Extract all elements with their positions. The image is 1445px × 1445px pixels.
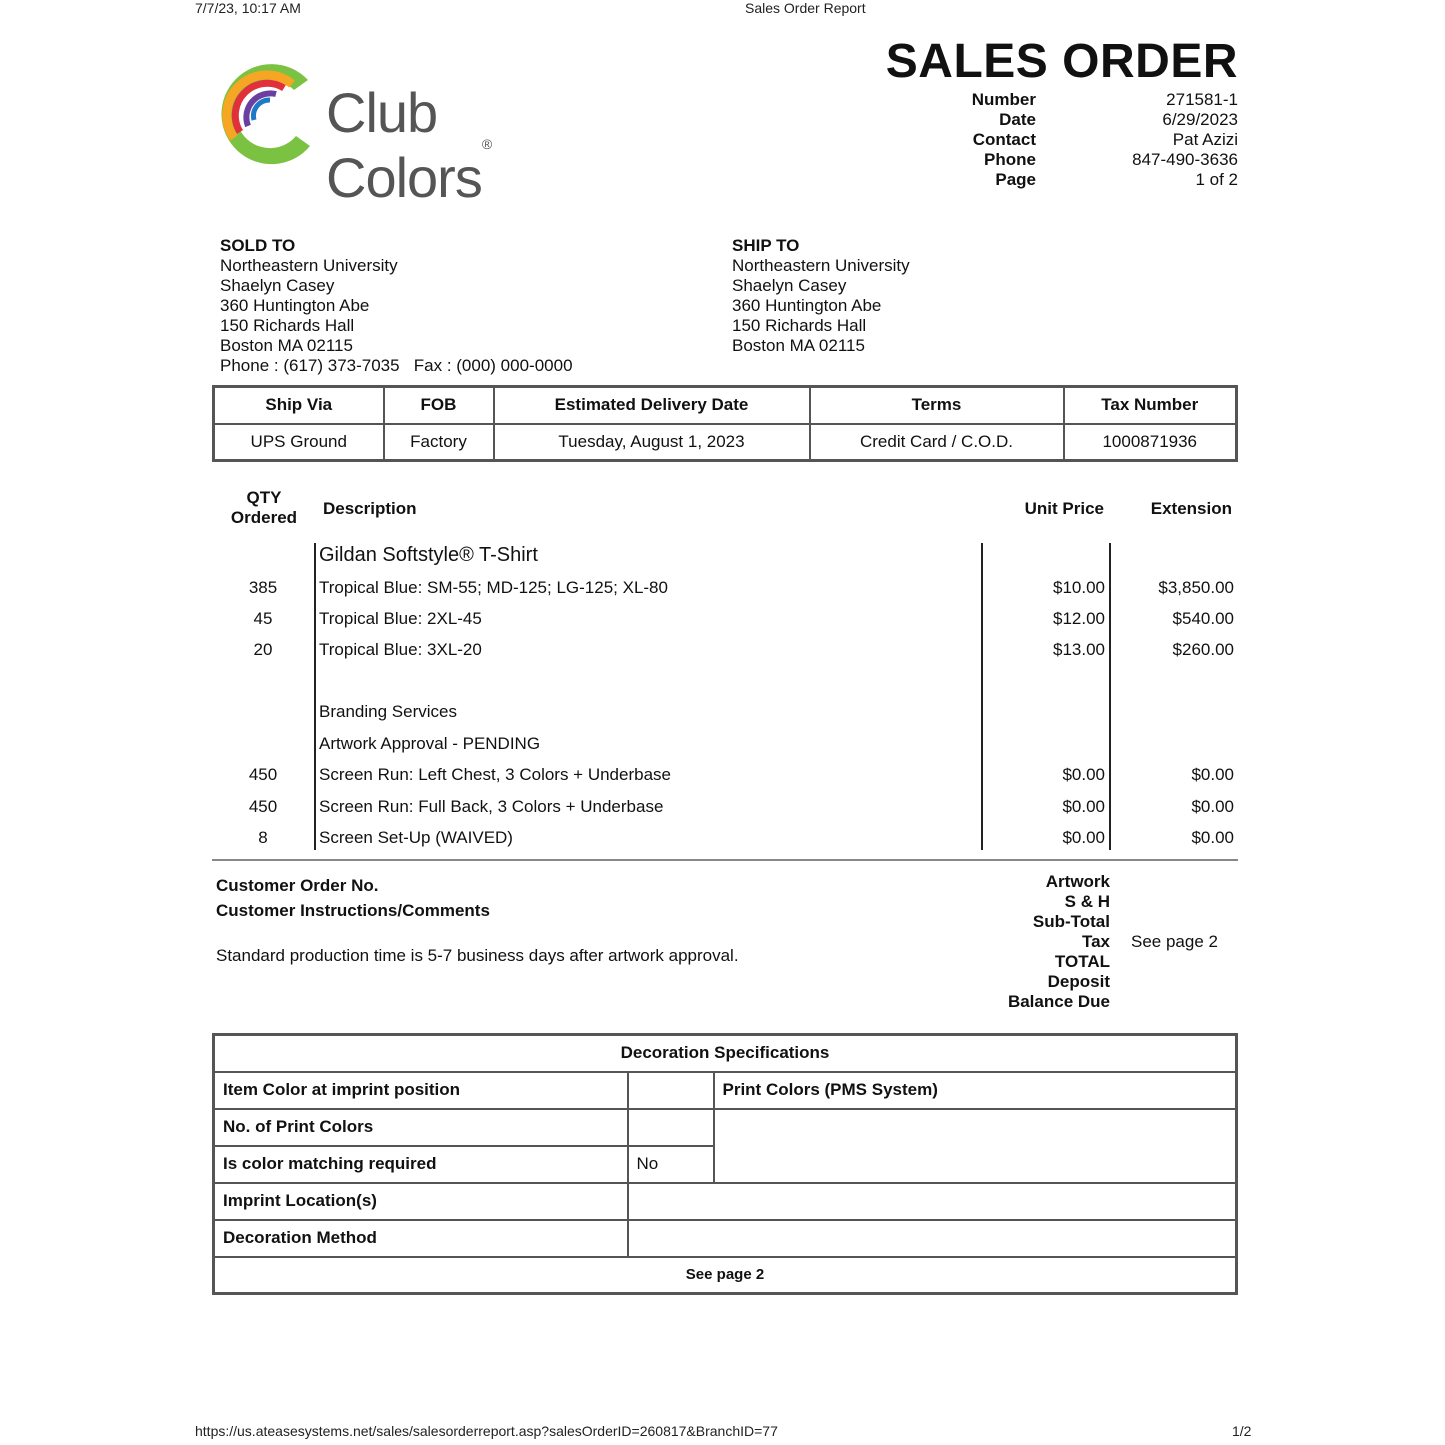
total-label-subtotal: Sub-Total — [1032, 912, 1110, 931]
meta-number: Number 271581-1 — [971, 90, 1238, 109]
item-description: Screen Set-Up (WAIVED) — [319, 828, 513, 847]
item-color-label: Item Color at imprint position — [214, 1072, 628, 1109]
table-row — [212, 760, 1238, 790]
page-title: SALES ORDER — [885, 35, 1238, 88]
item-extension: $0.00 — [1191, 797, 1234, 816]
decoration-footer-note: See page 2 — [214, 1257, 1237, 1294]
item-extension: $3,850.00 — [1158, 578, 1234, 597]
sold-to-heading: SOLD TO — [220, 236, 296, 255]
sold-to-block — [220, 236, 573, 376]
print-colors-label: Print Colors (PMS System) — [714, 1072, 1237, 1109]
customer-order-no-label: Customer Order No. — [216, 876, 379, 895]
item-qty: 450 — [248, 797, 278, 816]
item-description: Tropical Blue: SM-55; MD-125; LG-125; XL-80 — [319, 578, 668, 597]
shipping-header-row — [214, 387, 1237, 424]
sold-to-line: 360 Huntington Abe — [220, 296, 370, 315]
ship-to-line: Shaelyn Casey — [732, 276, 847, 295]
color-match-label: Is color matching required — [214, 1146, 628, 1183]
total-label-tax: Tax — [1081, 932, 1110, 951]
imprint-location-value — [628, 1183, 1237, 1220]
header-fob: FOB — [384, 387, 494, 424]
sold-to-contact — [220, 356, 573, 376]
table-row — [212, 792, 1238, 822]
header-delivery-date: Estimated Delivery Date — [494, 387, 810, 424]
header-qty: QTY Ordered — [230, 488, 298, 527]
imprint-location-label: Imprint Location(s) — [214, 1183, 628, 1220]
item-qty: 45 — [253, 609, 273, 628]
total-label-deposit: Deposit — [1047, 972, 1110, 991]
item-extension: $260.00 — [1172, 640, 1234, 659]
terms-value: Credit Card / C.O.D. — [810, 424, 1064, 461]
header-extension: Extension — [1150, 499, 1232, 518]
item-description: Screen Run: Full Back, 3 Colors + Underbase — [319, 797, 664, 816]
total-label-artwork: Artwork — [1045, 872, 1110, 891]
ship-via-value: UPS Ground — [214, 424, 384, 461]
services-title: Branding Services — [319, 702, 457, 721]
item-qty: 20 — [253, 640, 273, 659]
meta-date: Date 6/29/2023 — [999, 110, 1238, 129]
num-colors-label: No. of Print Colors — [214, 1109, 628, 1146]
sold-to-line: Shaelyn Casey — [220, 276, 335, 295]
ship-to-heading: SHIP TO — [732, 236, 800, 255]
meta-phone: Phone 847-490-3636 — [984, 150, 1238, 169]
decoration-title: Decoration Specifications — [214, 1035, 1237, 1072]
totals-note: See page 2 — [1131, 932, 1218, 951]
sold-to-line: 150 Richards Hall — [220, 316, 355, 335]
club-colors-logo — [210, 58, 590, 209]
artwork-status-row — [212, 729, 1238, 759]
header-tax-number: Tax Number — [1064, 387, 1237, 424]
table-row — [212, 573, 1238, 603]
ship-to-block — [732, 236, 910, 356]
items-bottom-divider — [212, 859, 1238, 861]
print-page-title: Sales Order Report — [745, 0, 866, 16]
shipping-value-row — [214, 424, 1237, 461]
header-description: Description — [323, 499, 417, 518]
ship-to-line: Northeastern University — [732, 256, 910, 275]
table-row — [212, 635, 1238, 665]
total-label-total: TOTAL — [1054, 952, 1110, 971]
sold-to-phone: Phone : (617) 373-7035 — [220, 356, 400, 375]
item-unit-price: $10.00 — [1053, 578, 1105, 597]
item-unit-price: $0.00 — [1062, 797, 1105, 816]
logo-wordmark: Club Colors® — [326, 81, 492, 209]
item-extension: $0.00 — [1191, 828, 1234, 847]
delivery-date-value: Tuesday, August 1, 2023 — [494, 424, 810, 461]
club-colors-swirl-icon — [210, 58, 322, 170]
order-meta — [900, 90, 1238, 190]
color-match-value: No — [628, 1146, 714, 1183]
header-ship-via: Ship Via — [214, 387, 384, 424]
item-extension: $0.00 — [1191, 765, 1234, 784]
table-row — [212, 604, 1238, 634]
decoration-specs-table — [212, 1033, 1238, 1295]
shipping-table — [212, 385, 1238, 462]
services-title-row — [212, 697, 1238, 727]
print-page-number: 1/2 — [1232, 1423, 1252, 1439]
ship-to-line: Boston MA 02115 — [732, 336, 865, 355]
header-unit-price: Unit Price — [1024, 499, 1104, 518]
sold-to-fax: Fax : (000) 000-0000 — [413, 356, 573, 375]
item-qty: 450 — [248, 765, 278, 784]
fob-value: Factory — [384, 424, 494, 461]
customer-instructions-label: Customer Instructions/Comments — [216, 901, 490, 920]
ship-to-line: 360 Huntington Abe — [732, 296, 882, 315]
print-url: https://us.ateasesystems.net/sales/salesorderreport.asp?salesOrderID=260817&BranchID=77 — [195, 1423, 778, 1439]
decoration-method-label: Decoration Method — [214, 1220, 628, 1257]
meta-page: Page 1 of 2 — [995, 170, 1238, 189]
print-datetime: 7/7/23, 10:17 AM — [195, 0, 301, 16]
totals-labels — [960, 872, 1110, 1012]
item-unit-price: $0.00 — [1062, 828, 1105, 847]
ship-to-line: 150 Richards Hall — [732, 316, 867, 335]
table-row — [212, 823, 1238, 853]
item-unit-price: $13.00 — [1053, 640, 1105, 659]
product-title: Gildan Softstyle® T-Shirt — [319, 544, 538, 566]
total-label-sh: S & H — [1064, 892, 1110, 911]
item-unit-price: $12.00 — [1053, 609, 1105, 628]
item-qty: 8 — [258, 828, 268, 847]
item-description: Screen Run: Left Chest, 3 Colors + Underbase — [319, 765, 671, 784]
decoration-method-value — [628, 1220, 1237, 1257]
item-description: Tropical Blue: 3XL-20 — [319, 640, 482, 659]
total-label-balance-due: Balance Due — [1007, 992, 1110, 1011]
item-color-value — [628, 1072, 714, 1109]
item-unit-price: $0.00 — [1062, 765, 1105, 784]
item-description: Tropical Blue: 2XL-45 — [319, 609, 482, 628]
num-colors-value — [628, 1109, 714, 1146]
print-colors-value — [714, 1109, 1237, 1183]
sold-to-line: Boston MA 02115 — [220, 336, 353, 355]
artwork-status: Artwork Approval - PENDING — [319, 734, 541, 753]
customer-comment: Standard production time is 5-7 business days after artwork approval. — [216, 946, 739, 965]
header-terms: Terms — [810, 387, 1064, 424]
tax-number-value: 1000871936 — [1064, 424, 1237, 461]
meta-contact: Contact Pat Azizi — [972, 130, 1238, 149]
item-extension: $540.00 — [1172, 609, 1234, 628]
sold-to-line: Northeastern University — [220, 256, 398, 275]
item-qty: 385 — [248, 578, 278, 597]
